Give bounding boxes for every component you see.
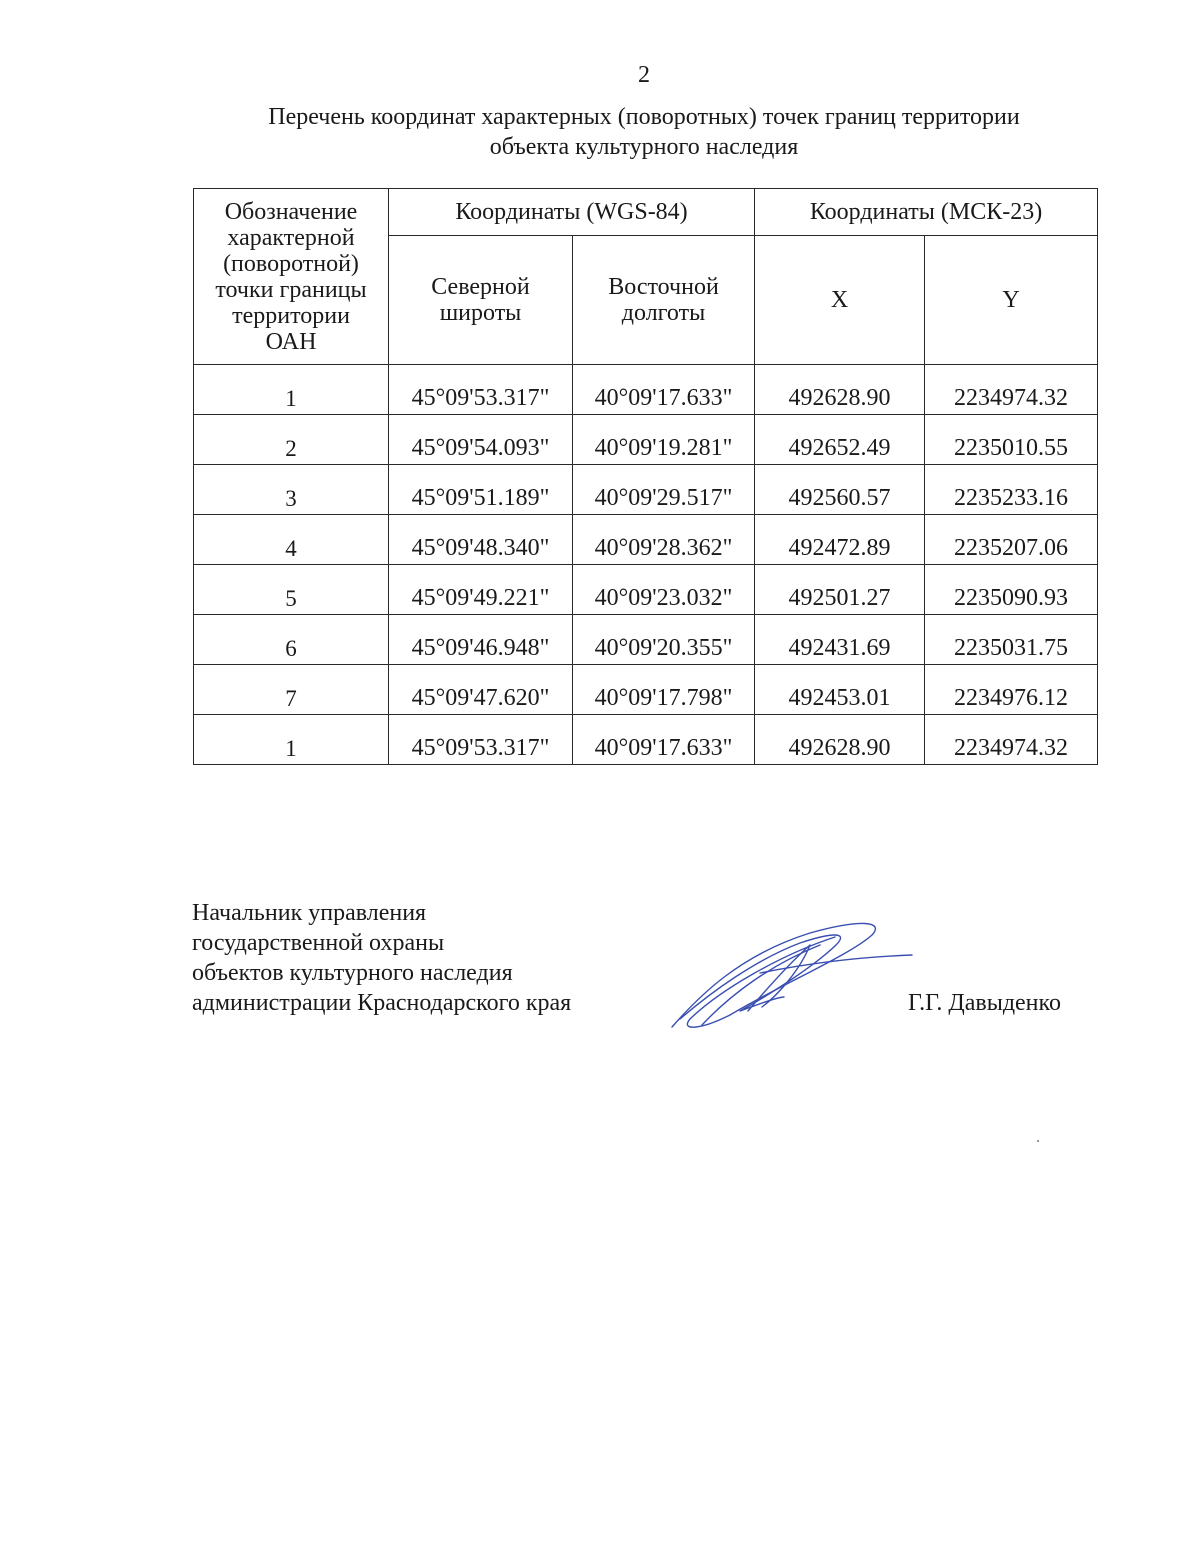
document-title — [200, 102, 1088, 162]
cell-point: 4 — [194, 515, 389, 565]
table-row — [194, 415, 1098, 465]
header-east-line: Восточной — [608, 274, 719, 300]
cell-point: 7 — [194, 665, 389, 715]
header-y: Y — [925, 236, 1098, 365]
cell-latitude: 45°09'53.317" — [389, 365, 573, 415]
cell-y: 2235090.93 — [925, 565, 1098, 615]
position-line: Начальник управления — [192, 900, 427, 926]
header-designation-line: (поворотной) — [223, 250, 359, 277]
cell-longitude: 40°09'28.362" — [573, 515, 755, 565]
cell-x: 492453.01 — [755, 665, 925, 715]
title-line-2: объекта культурного наследия — [489, 134, 799, 160]
table-row — [194, 565, 1098, 615]
table-row — [194, 665, 1098, 715]
cell-latitude: 45°09'51.189" — [389, 465, 573, 515]
cell-x: 492652.49 — [755, 415, 925, 465]
cell-x: 492472.89 — [755, 515, 925, 565]
cell-latitude: 45°09'54.093" — [389, 415, 573, 465]
cell-point: 1 — [194, 365, 389, 415]
header-north-line: широты — [439, 300, 522, 326]
table-row — [194, 465, 1098, 515]
cell-latitude: 45°09'47.620" — [389, 665, 573, 715]
cell-x: 492501.27 — [755, 565, 925, 615]
cell-y: 2235207.06 — [925, 515, 1098, 565]
header-designation-line: точки границы — [215, 276, 367, 303]
header-designation-line: характерной — [227, 224, 355, 251]
header-msk23-group: Координаты (МСК-23) — [755, 189, 1098, 236]
scan-speck — [1037, 1140, 1039, 1142]
cell-longitude: 40°09'17.633" — [573, 365, 755, 415]
header-designation-line: Обозначение — [224, 198, 358, 225]
cell-x: 492560.57 — [755, 465, 925, 515]
cell-point: 6 — [194, 615, 389, 665]
position-line: государственной охраны — [192, 930, 445, 956]
cell-latitude: 45°09'48.340" — [389, 515, 573, 565]
cell-longitude: 40°09'29.517" — [573, 465, 755, 515]
header-point-designation — [194, 189, 389, 365]
cell-point: 3 — [194, 465, 389, 515]
cell-y: 2234976.12 — [925, 665, 1098, 715]
table-row — [194, 615, 1098, 665]
table-row — [194, 365, 1098, 415]
title-line-1: Перечень координат характерных (поворотных) точек границ территории — [268, 104, 1020, 130]
cell-y: 2234974.32 — [925, 365, 1098, 415]
header-north-latitude — [389, 236, 573, 365]
cell-latitude: 45°09'53.317" — [389, 715, 573, 765]
coordinates-table — [193, 188, 1098, 765]
cell-longitude: 40°09'20.355" — [573, 615, 755, 665]
header-north-line: Северной — [431, 274, 530, 300]
header-designation-line: ОАН — [265, 328, 317, 355]
page-number: 2 — [638, 62, 650, 88]
cell-point: 1 — [194, 715, 389, 765]
header-east-longitude — [573, 236, 755, 365]
cell-latitude: 45°09'46.948" — [389, 615, 573, 665]
header-x: X — [755, 236, 925, 365]
cell-longitude: 40°09'17.633" — [573, 715, 755, 765]
position-line: объектов культурного наследия — [192, 960, 513, 986]
position-line: администрации Краснодарского края — [192, 990, 572, 1016]
table-row — [194, 515, 1098, 565]
cell-y: 2235010.55 — [925, 415, 1098, 465]
cell-longitude: 40°09'19.281" — [573, 415, 755, 465]
cell-longitude: 40°09'23.032" — [573, 565, 755, 615]
signatory-name: Г.Г. Давыденко — [908, 990, 1061, 1016]
table-row — [194, 715, 1098, 765]
header-designation-line: территории — [232, 302, 350, 329]
cell-x: 492628.90 — [755, 365, 925, 415]
cell-x: 492431.69 — [755, 615, 925, 665]
cell-point: 5 — [194, 565, 389, 615]
cell-latitude: 45°09'49.221" — [389, 565, 573, 615]
cell-x: 492628.90 — [755, 715, 925, 765]
signatory-position — [192, 898, 571, 1018]
header-east-line: долготы — [621, 300, 706, 326]
cell-y: 2235233.16 — [925, 465, 1098, 515]
header-wgs84-group: Координаты (WGS-84) — [389, 189, 755, 236]
cell-y: 2235031.75 — [925, 615, 1098, 665]
cell-longitude: 40°09'17.798" — [573, 665, 755, 715]
handwritten-signature — [660, 915, 920, 1035]
cell-y: 2234974.32 — [925, 715, 1098, 765]
cell-point: 2 — [194, 415, 389, 465]
